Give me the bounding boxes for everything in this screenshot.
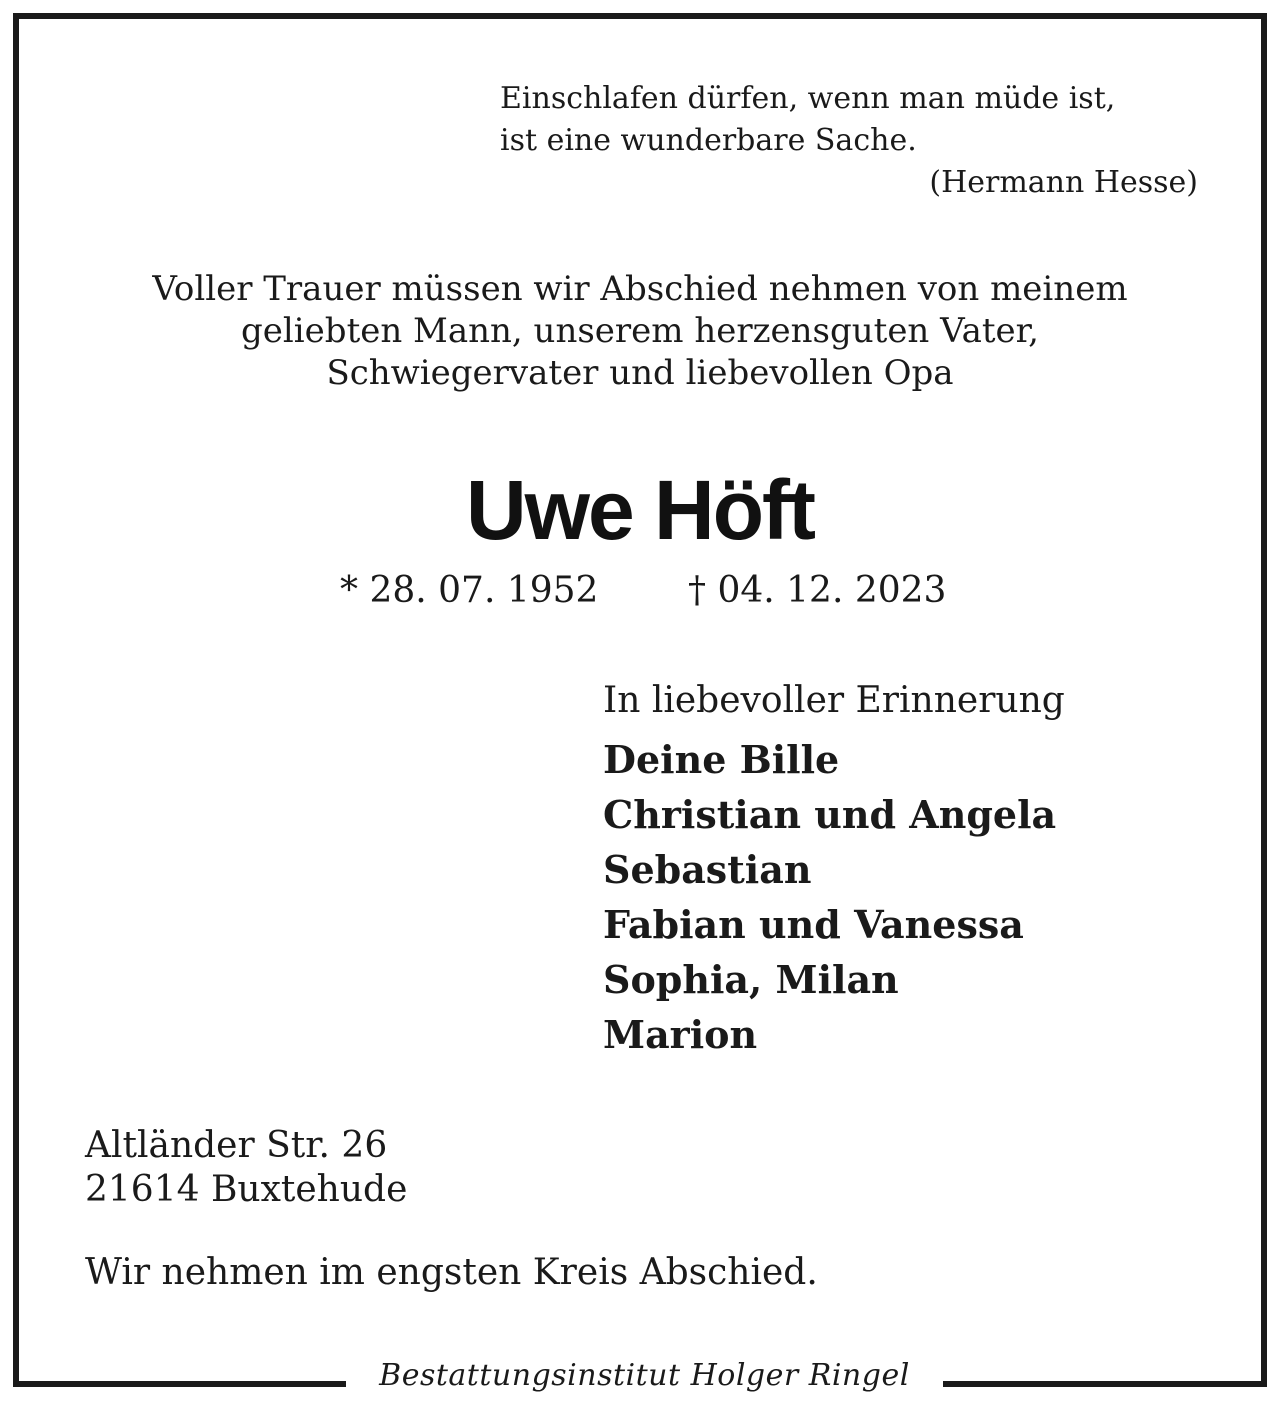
birth-date: * 28. 07. 1952 [340,570,599,611]
quote-line: Einschlafen dürfen, wenn man müde ist, [500,81,1116,116]
quote-line: ist eine wunderbare Sache. [500,123,917,158]
mourner-name: Deine Bille [603,737,840,782]
funeral-home-name: Bestattungsinstitut Holger Ringel [379,1358,910,1393]
mourner-name: Sebastian [603,847,812,892]
intro-text [40,268,1240,394]
address-city: 21614 Buxtehude [85,1169,408,1210]
closing-note: Wir nehmen im engsten Kreis Abschied. [85,1252,818,1293]
mourner-name: Christian und Angela [603,792,1057,837]
mourner-name: Marion [603,1012,758,1057]
memorial-intro: In liebevoller Erinnerung [603,680,1065,721]
address-block [85,1124,407,1212]
bottom-rule-right [943,1381,1267,1387]
intro-line: Schwiegervater und liebevollen Opa [326,353,954,393]
mourner-name: Sophia, Milan [603,957,899,1002]
mourners-list [603,732,1243,1062]
epigraph-quote [500,78,1198,204]
deceased-name: Uwe Höft [466,463,814,557]
death-date: † 04. 12. 2023 [688,570,947,611]
intro-line: geliebten Mann, unserem herzensguten Vater, [241,311,1039,351]
intro-line: Voller Trauer müssen wir Abschied nehmen von meinem [152,269,1128,309]
address-street: Altländer Str. 26 [85,1125,388,1166]
mourner-name: Fabian und Vanessa [603,902,1024,947]
memorial-block [603,676,1243,1062]
quote-author: (Hermann Hesse) [929,165,1198,200]
bottom-rule-left [13,1381,346,1387]
